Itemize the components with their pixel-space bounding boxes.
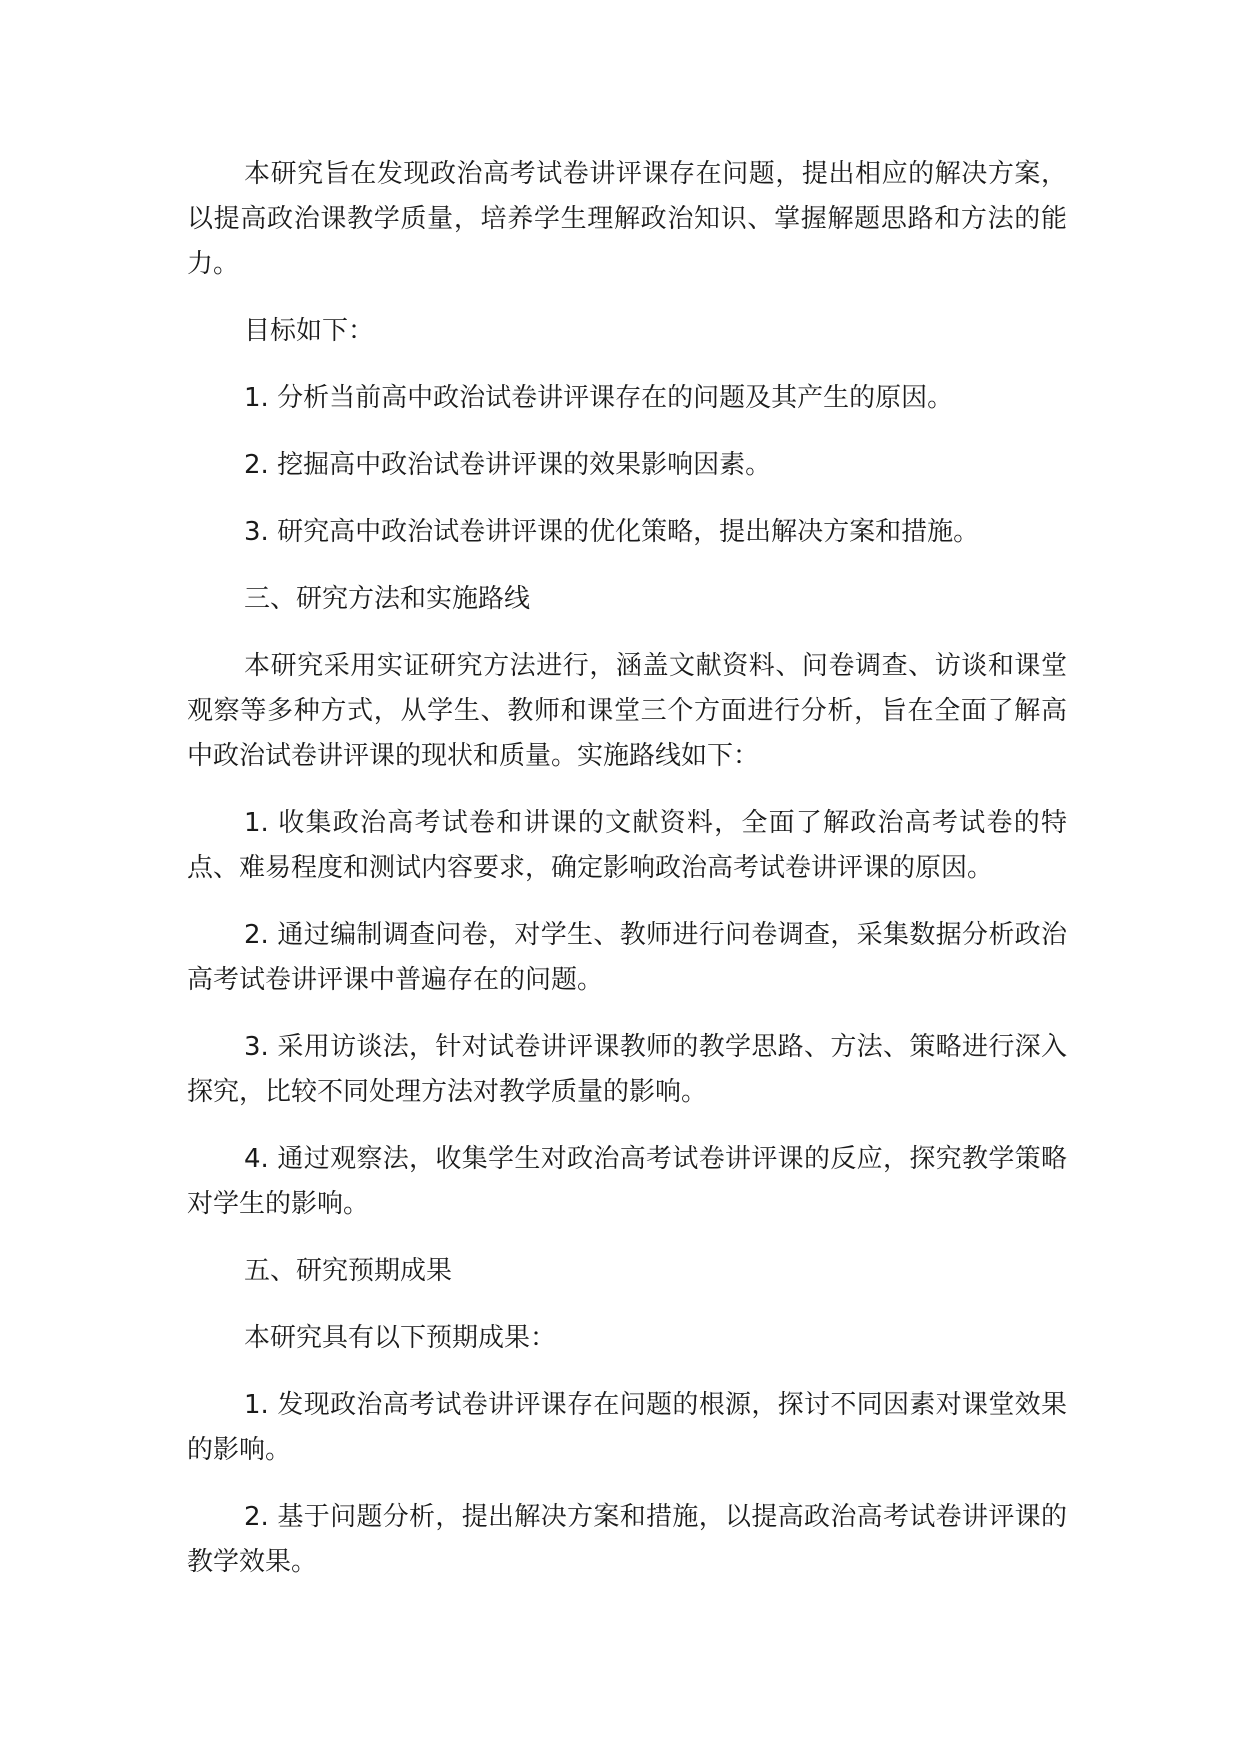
goal-item-1: 1. 分析当前高中政治试卷讲评课存在的问题及其产生的原因。 [244,383,954,413]
method-item-1: 1. 收集政治高考试卷和讲课的文献资料，全面了解政治高考试卷的特点、难易程度和测试内容要求，确定影响政治高考试卷讲评课的原因。 [187,808,1067,883]
document-body [187,152,1067,1607]
paragraph-intro: 本研究旨在发现政治高考试卷讲评课存在问题，提出相应的解决方案，以提高政治课教学质量，培养学生理解政治知识、掌握解题思路和方法的能力。 [187,159,1067,279]
method-item-2: 2. 通过编制调查问卷，对学生、教师进行问卷调查，采集数据分析政治高考试卷讲评课中普遍存在的问题。 [187,920,1067,995]
outcome-item-1: 1. 发现政治高考试卷讲评课存在问题的根源，探讨不同因素对课堂效果的影响。 [187,1390,1067,1465]
paragraph-methods: 本研究采用实证研究方法进行，涵盖文献资料、问卷调查、访谈和课堂观察等多种方式，从学生、教师和课堂三个方面进行分析，旨在全面了解高中政治试卷讲评课的现状和质量。实施路线如下： [187,651,1067,771]
section-heading-outcomes: 五、研究预期成果 [244,1256,453,1286]
outcome-item-2: 2. 基于问题分析，提出解决方案和措施，以提高政治高考试卷讲评课的教学效果。 [187,1502,1067,1577]
section-heading-methods: 三、研究方法和实施路线 [244,584,531,614]
goal-item-3: 3. 研究高中政治试卷讲评课的优化策略，提出解决方案和措施。 [244,517,980,547]
paragraph-outcomes-lead: 本研究具有以下预期成果： [244,1323,557,1353]
paragraph-goals-lead: 目标如下： [244,316,375,346]
goal-item-2: 2. 挖掘高中政治试卷讲评课的效果影响因素。 [244,450,772,480]
method-item-3: 3. 采用访谈法，针对试卷讲评课教师的教学思路、方法、策略进行深入探究，比较不同处理方法对教学质量的影响。 [187,1032,1067,1107]
method-item-4: 4. 通过观察法，收集学生对政治高考试卷讲评课的反应，探究教学策略对学生的影响。 [187,1144,1067,1219]
